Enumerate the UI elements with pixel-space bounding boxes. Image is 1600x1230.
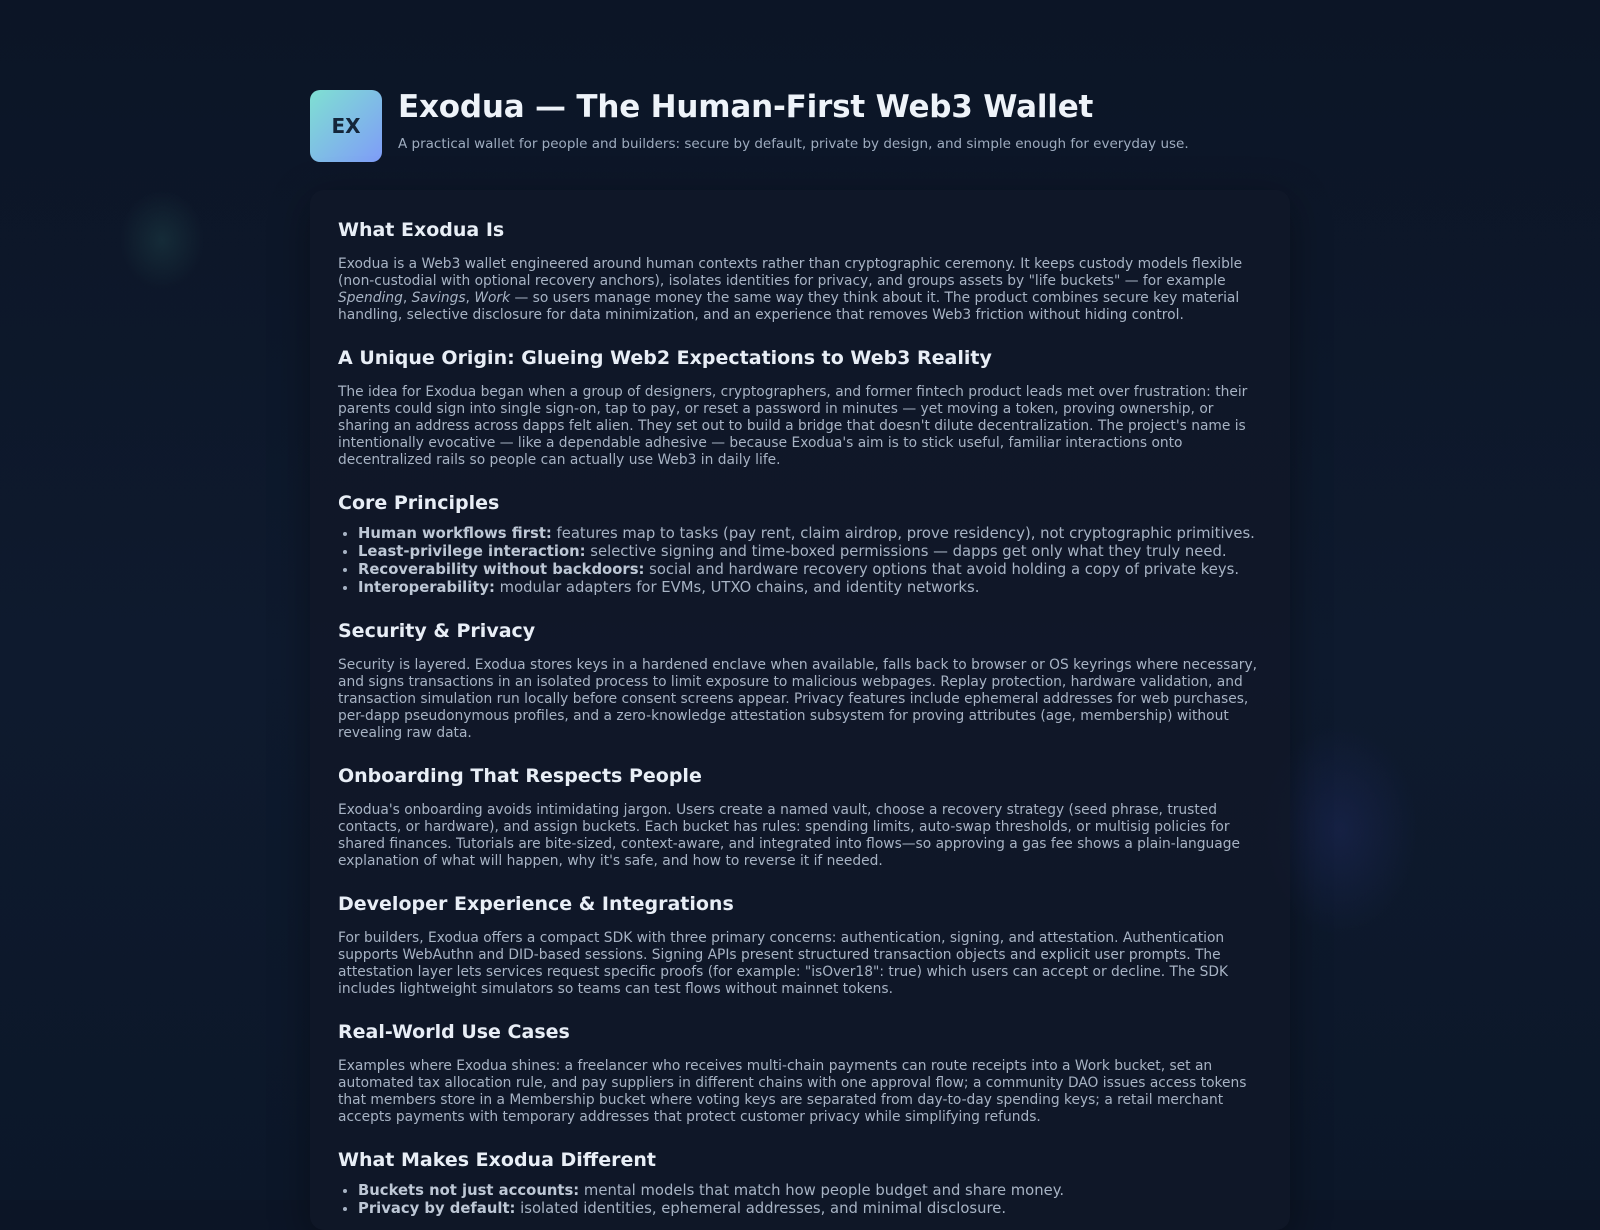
list-item (358, 543, 1262, 561)
list-item-label: Recoverability without backdoors: (358, 561, 645, 578)
section-title-developer: Developer Experience & Integrations (338, 893, 734, 915)
page-subtitle: A practical wallet for people and builders: secure by default, private by design, and simple enough for everyday use. (398, 136, 1189, 152)
what-sep: , (465, 290, 475, 306)
list-item-text: selective signing and time-boxed permissions — dapps get only what they truly need. (585, 543, 1227, 560)
what-em-work: Work (474, 290, 511, 306)
section-title-usecases: Real-World Use Cases (338, 1021, 570, 1043)
list-item-label: Buckets not just accounts: (358, 1182, 580, 1199)
section-text-developer: For builders, Exodua offers a compact SDK with three primary concerns: authentication, signing, and attestation. Authentication supports WebAuthn and DID-based sessions. Signing APIs present structured transaction objects and explicit user prompts. The attestation layer lets services request specific proofs (for example: "isOver18": true) which users can accept or decline. The SDK includes lightweight simulators so teams can test flows without mainnet tokens. (338, 930, 1228, 997)
page-header (310, 90, 1290, 162)
section-text-usecases: Examples where Exodua shines: a freelancer who receives multi-chain payments can route receipts into a Work bucket, set an automated tax allocation rule, and pay suppliers in different chains with one approval flow; a community DAO issues access tokens that members store in a Membership bucket where voting keys are separated from day-to-day spending keys; a retail merchant accepts payments with temporary addresses that protect customer privacy while simplifying refunds. (338, 1058, 1247, 1125)
list-item (358, 525, 1262, 543)
what-text-part: — so users manage money the same way they think about it. The product combines secure key material handling, selective disclosure for data minimization, and an experience that removes Web3 friction without hiding control. (338, 290, 1240, 323)
page-title: Exodua — The Human-First Web3 Wallet (398, 89, 1094, 125)
list-item-text: modular adapters for EVMs, UTXO chains, and identity networks. (494, 579, 980, 596)
section-text-onboarding: Exodua's onboarding avoids intimidating jargon. Users create a named vault, choose a recovery strategy (seed phrase, trusted contacts, or hardware), and assign buckets. Each bucket has rules: spending limits, auto-swap thresholds, or multisig policies for shared finances. Tutorials are bite-sized, context-aware, and integrated into flows—so approving a gas fee shows a plain-language explanation of what will happen, why it's safe, and how to reverse it if needed. (338, 802, 1240, 869)
section-title-different: What Makes Exodua Different (338, 1149, 656, 1171)
what-em-spending: Spending (338, 290, 403, 306)
different-list (358, 1182, 1262, 1218)
section-title-onboarding: Onboarding That Respects People (338, 765, 702, 787)
app-logo: EX (310, 90, 382, 162)
section-title-origin: A Unique Origin: Glueing Web2 Expectations to Web3 Reality (338, 347, 992, 369)
list-item-label: Human workflows first: (358, 525, 552, 542)
content-card (310, 190, 1290, 1230)
list-item-text: features map to tasks (pay rent, claim airdrop, prove residency), not cryptographic primitives. (551, 525, 1255, 542)
list-item-text: mental models that match how people budget and share money. (579, 1182, 1065, 1199)
list-item-label: Least-privilege interaction: (358, 543, 586, 560)
section-title-what: What Exodua Is (338, 219, 505, 241)
list-item-text: social and hardware recovery options that avoid holding a copy of private keys. (644, 561, 1240, 578)
list-item-label: Interoperability: (358, 579, 495, 596)
list-item (358, 561, 1262, 579)
what-sep: , (402, 290, 412, 306)
principles-list (358, 525, 1262, 597)
section-title-security: Security & Privacy (338, 620, 536, 642)
what-em-savings: Savings (411, 290, 466, 306)
list-item (358, 1200, 1262, 1218)
section-text-origin: The idea for Exodua began when a group of designers, cryptographers, and former fintech product leads met over frustration: their parents could sign into single sign-on, tap to pay, or reset a password in minutes — yet moving a token, proving ownership, or sharing an address across dapps felt alien. They set out to build a bridge that doesn't dilute decentralization. The project's name is intentionally evocative — like a dependable adhesive — because Exodua's aim is to stick useful, familiar interactions onto decentralized rails so people can actually use Web3 in daily life. (338, 384, 1248, 468)
list-item (358, 579, 1262, 597)
section-text-what (338, 256, 1262, 324)
section-text-security: Security is layered. Exodua stores keys in a hardened enclave when available, falls back to browser or OS keyrings where necessary, and signs transactions in an isolated process to limit exposure to malicious webpages. Replay protection, hardware validation, and transaction simulation run locally before consent screens appear. Privacy features include ephemeral addresses for web purchases, per-dapp pseudonymous profiles, and a zero-knowledge attestation subsystem for proving attributes (age, membership) without revealing raw data. (338, 657, 1258, 741)
page (310, 89, 1290, 1217)
list-item-label: Privacy by default: (358, 1200, 516, 1217)
header-text (398, 90, 1189, 152)
list-item (358, 1182, 1262, 1200)
list-item-text: isolated identities, ephemeral addresses, and minimal disclosure. (515, 1200, 1007, 1217)
section-title-principles: Core Principles (338, 492, 500, 514)
what-text-part: Exodua is a Web3 wallet engineered around human contexts rather than cryptographic ceremony. It keeps custody models flexible (non-custodial with optional recovery anchors), isolates identities for privacy, and groups assets by "life buckets" — for example (338, 256, 1243, 289)
